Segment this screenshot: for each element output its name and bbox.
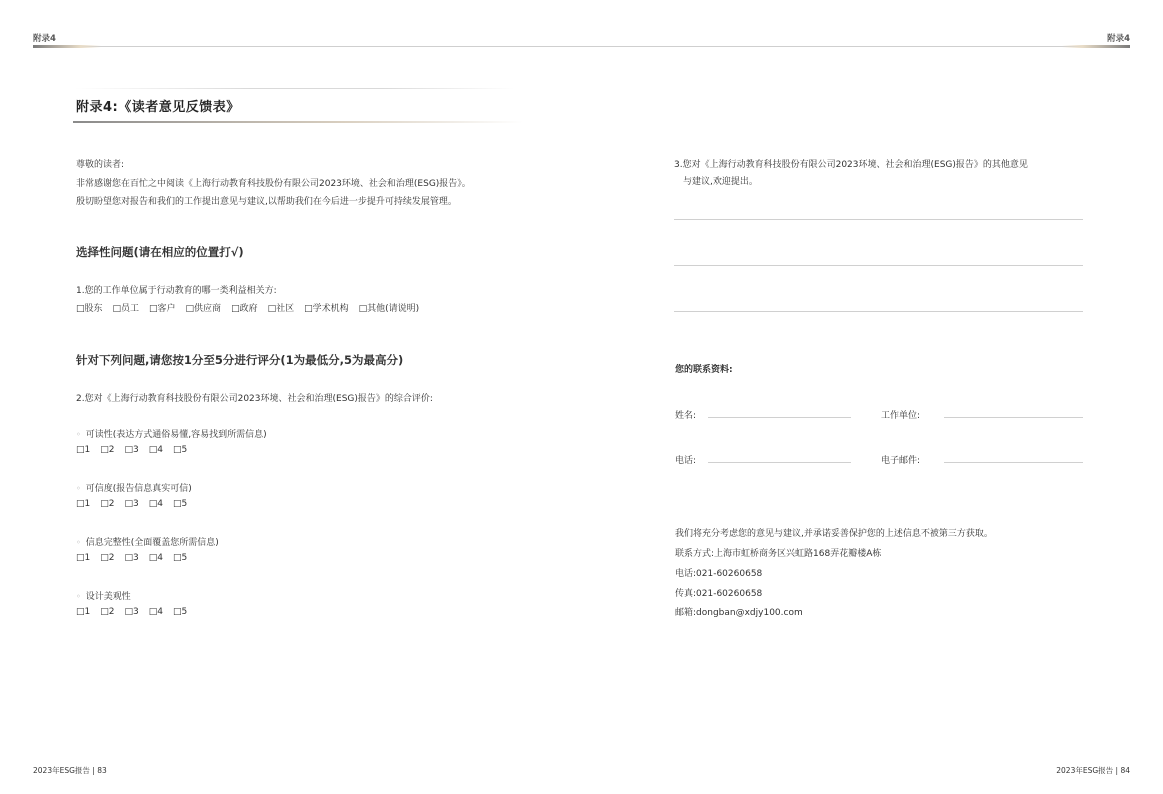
work-unit-field[interactable] [944,417,1083,418]
header-accent-left [33,45,101,48]
option-shareholder-checkbox[interactable]: □股东 [76,304,103,314]
score-4-checkbox[interactable]: □4 [148,445,163,455]
header-right-label: 附录4 [1107,34,1130,44]
phone-field[interactable] [708,462,851,463]
option-community-checkbox[interactable]: □社区 [267,304,295,314]
contact-address: 联系方式:上海市虹桥商务区兴虹路168弄花瓣楼A栋 [675,549,882,559]
title-top-rule [75,88,515,89]
option-customer-checkbox[interactable]: □客户 [149,304,176,314]
option-employee-checkbox[interactable]: □员工 [112,304,140,314]
bullet-icon: ◦ [76,430,81,439]
footer-page-right: 2023年ESG报告 | 84 [1056,766,1130,775]
page-title: 附录4:《读者意见反馈表》 [76,100,240,115]
criterion-completeness: ◦ 信息完整性(全面覆盖您所需信息) [76,538,219,548]
question-3-line-2: 与建议,欢迎提出。 [683,177,758,187]
intro-greeting: 尊敬的读者: [76,160,125,170]
score-3-checkbox[interactable]: □3 [124,445,139,455]
design-score-options [76,607,197,617]
phone-label: 电话: [675,456,697,466]
bullet-icon: ◦ [76,538,81,547]
contact-fax: 传真:021-60260658 [675,589,763,599]
bullet-icon: ◦ [76,484,81,493]
criterion-readability: ◦ 可读性(表达方式通俗易懂,容易找到所需信息) [76,430,267,440]
criterion-design: ◦ 设计美观性 [76,592,131,602]
question-2: 2.您对《上海行动教育科技股份有限公司2023环境、社会和治理(ESG)报告》的综合评价: [76,394,433,404]
email-field[interactable] [944,462,1083,463]
answer-line-1[interactable] [674,219,1083,220]
option-academic-checkbox[interactable]: □学术机构 [304,304,349,314]
header-divider [33,46,1130,47]
contact-phone: 电话:021-60260658 [675,569,763,579]
score-2-checkbox[interactable]: □2 [100,607,115,617]
score-5-checkbox[interactable]: □5 [172,607,188,617]
score-1-checkbox[interactable]: □1 [76,499,91,509]
title-underline [73,121,523,123]
option-supplier-checkbox[interactable]: □供应商 [185,304,222,314]
score-1-checkbox[interactable]: □1 [76,553,91,563]
readability-score-options [76,445,197,455]
stakeholder-options [76,301,429,314]
score-1-checkbox[interactable]: □1 [76,445,91,455]
answer-line-2[interactable] [674,265,1083,266]
completeness-score-options [76,553,197,563]
score-1-checkbox[interactable]: □1 [76,607,91,617]
question-1: 1.您的工作单位属于行动教育的哪一类利益相关方: [76,286,277,296]
intro-line-2: 殷切盼望您对报告和我们的工作提出意见与建议,以帮助我们在今后进一步提升可持续发展管理。 [76,197,457,207]
question-3-line-1: 3.您对《上海行动教育科技股份有限公司2023环境、社会和治理(ESG)报告》的其他意见 [674,160,1028,170]
email-label: 电子邮件: [881,456,921,466]
section-rating-heading: 针对下列问题,请您按1分至5分进行评分(1为最低分,5为最高分) [76,353,404,367]
score-5-checkbox[interactable]: □5 [172,445,188,455]
score-3-checkbox[interactable]: □3 [124,607,139,617]
score-2-checkbox[interactable]: □2 [100,499,115,509]
contact-email[interactable]: 邮箱:dongban@xdjy100.com [675,608,803,618]
option-other-checkbox[interactable]: □其他(请说明) [358,304,420,314]
work-unit-label: 工作单位: [881,411,921,421]
bullet-icon: ◦ [76,592,81,601]
score-3-checkbox[interactable]: □3 [124,553,139,563]
score-2-checkbox[interactable]: □2 [100,445,115,455]
option-government-checkbox[interactable]: □政府 [231,304,258,314]
score-4-checkbox[interactable]: □4 [148,499,163,509]
name-field[interactable] [708,417,851,418]
credibility-score-options [76,499,197,509]
footer-page-left: 2023年ESG报告 | 83 [33,766,107,775]
contact-info-heading: 您的联系资料: [675,365,733,375]
score-4-checkbox[interactable]: □4 [148,553,163,563]
section-selective-heading: 选择性问题(请在相应的位置打√) [76,245,244,259]
header-left-label: 附录4 [33,34,56,44]
intro-line-1: 非常感谢您在百忙之中阅读《上海行动教育科技股份有限公司2023环境、社会和治理(ESG)报告》。 [76,179,471,189]
privacy-commitment: 我们将充分考虑您的意见与建议,并承诺妥善保护您的上述信息不被第三方获取。 [675,529,993,539]
score-5-checkbox[interactable]: □5 [172,553,188,563]
criterion-credibility: ◦ 可信度(报告信息真实可信) [76,484,192,494]
score-3-checkbox[interactable]: □3 [124,499,139,509]
score-5-checkbox[interactable]: □5 [172,499,188,509]
score-2-checkbox[interactable]: □2 [100,553,115,563]
score-4-checkbox[interactable]: □4 [148,607,163,617]
answer-line-3[interactable] [674,311,1083,312]
header-accent-right [1062,45,1130,48]
name-label: 姓名: [675,411,697,421]
